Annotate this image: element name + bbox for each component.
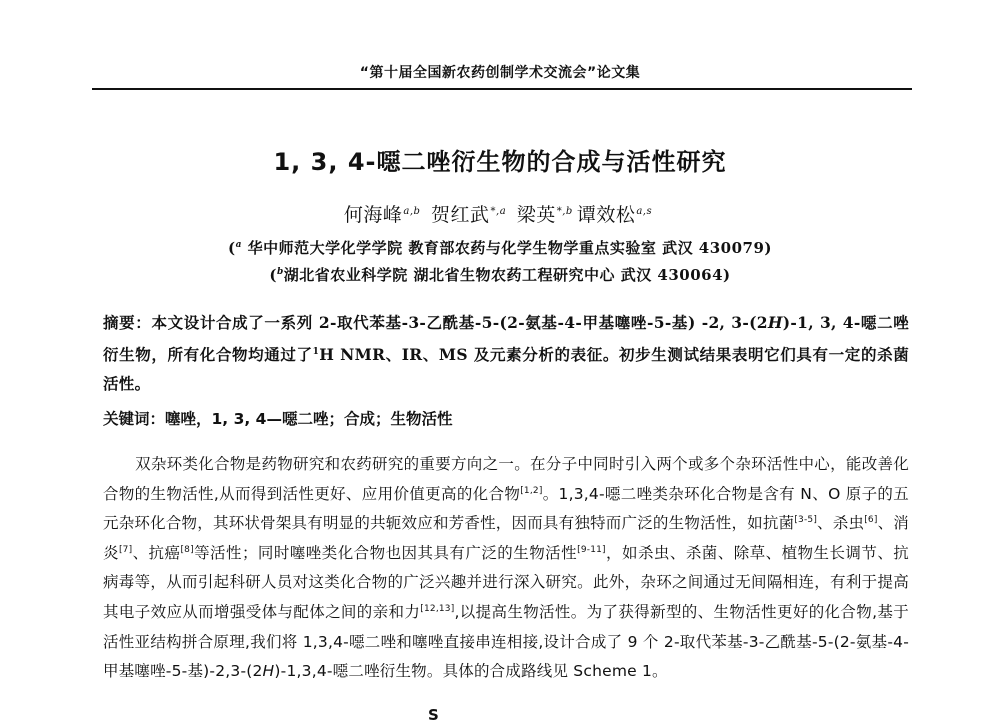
affiliation-text: 湖北省农业科学院 湖北省生物农药工程研究中心 武汉 430064) <box>283 266 731 284</box>
scheme-structure-fragment: S <box>428 706 439 724</box>
abstract-text: )-1, 3, 4-噁二唑衍生物，所有化合物均通过了 <box>103 313 910 365</box>
body-paragraph <box>103 450 909 687</box>
body-text: 双杂环类化合物是药物研究和农药研究的重要方向之一。在分子中同时引入两个或多个杂环活性中心，能改善化合物的生物活性,从而得到活性更好、应用价值更高的化合物 <box>103 455 909 503</box>
citation: [8] <box>180 544 194 555</box>
abstract <box>103 308 909 398</box>
citation: [9-11] <box>577 544 606 555</box>
affiliation-a: ($^a$ 华中师范大学化学学院 教育部农药与化学生物学重点实验室 武汉 430079) <box>227 239 773 257</box>
paper-title: 1, 3, 4-噁二唑衍生物的合成与活性研究 <box>273 148 727 176</box>
body-text: 、杀虫 <box>817 514 865 533</box>
header-rule <box>92 88 912 90</box>
abstract-text: H NMR、IR、MS 及元素分析的表征。初步生测试结果表明它们具有一定的杀菌活性。 <box>103 345 909 394</box>
body-text: )-1,3,4-噁二唑衍生物。具体的合成路线见 Scheme 1。 <box>274 662 668 681</box>
author-name: 梁英 <box>516 204 556 226</box>
running-header: “第十届全国新农药创制学术交流会”论文集 <box>359 65 641 81</box>
body-text: ，如杀虫、杀菌、除草、植物生长调节、抗病毒等，从而引起科研人员对这类化合物的广泛兴趣并进行深入研究。此外，杂环之间通过无间隔相连，有利于提高其电子效应从而增强受体与配体之间的亲和力 <box>103 543 909 621</box>
keywords-text: 噻唑，1, 3, 4—噁二唑；合成；生物活性 <box>165 410 453 428</box>
body-text: ,以提高生物活性。为了获得新型的、生物活性更好的化合物,基于活性亚结构拼合原理,我们将 1,3,4-噁二唑和噻唑直接串连相接,设计合成了 9 个 2-取代苯基-3-乙酰基-5-(2-氨基-4-甲基噻唑-5-基)-2,3-(2 <box>103 602 909 681</box>
abstract-text: 本文设计合成了一系列 2-取代苯基-3-乙酰基-5-(2-氨基-4-甲基噻唑-5-基) -2, 3-(2 <box>151 313 768 332</box>
affiliation-text: 华中师范大学化学学院 教育部农药与化学生物学重点实验室 武汉 430079) <box>247 239 773 257</box>
author-name: 何海峰 <box>343 204 403 226</box>
citation: [7] <box>118 544 133 555</box>
abstract-label: 摘要： <box>103 314 152 332</box>
citation: [6] <box>864 515 878 526</box>
body-text: 。1,3,4-噁二唑类杂环化合物是含有 N、O 原子的五元杂环化合物，其环状骨架具有明显的共轭效应和芳香性，因而具有独特而广泛的生物活性，如抗菌 <box>103 484 909 533</box>
body-text: 等活性；同时噻唑类化合物也因其具有广泛的生物活性 <box>193 543 578 562</box>
author-list <box>0 200 1000 227</box>
author-affil-mark: a,s <box>636 205 653 217</box>
author-affil-mark: *,b <box>556 205 573 217</box>
affiliation-mark: b <box>276 267 284 277</box>
body-italic-h: H <box>262 662 275 681</box>
keywords-label: 关键词： <box>103 410 166 428</box>
body-text: 、消炎 <box>103 514 909 562</box>
keywords <box>103 407 909 429</box>
author-affil-mark: *,a <box>490 205 507 217</box>
affiliation-mark: a <box>235 240 242 250</box>
author-name: 贺红武 <box>431 204 490 226</box>
citation: [1,2] <box>520 485 543 496</box>
citation: [3-5] <box>794 515 818 526</box>
author-affil-mark: a,b <box>403 205 421 217</box>
nmr-superscript: 1 <box>312 347 320 357</box>
body-text: 、抗癌 <box>132 543 181 562</box>
abstract-italic-h: H <box>767 313 783 332</box>
affiliation-b: ($^b$湖北省农业科学院 湖北省生物农药工程研究中心 武汉 430064) <box>269 266 731 284</box>
citation: [12,13] <box>420 603 455 614</box>
author-name: 谭效松 <box>576 204 636 226</box>
